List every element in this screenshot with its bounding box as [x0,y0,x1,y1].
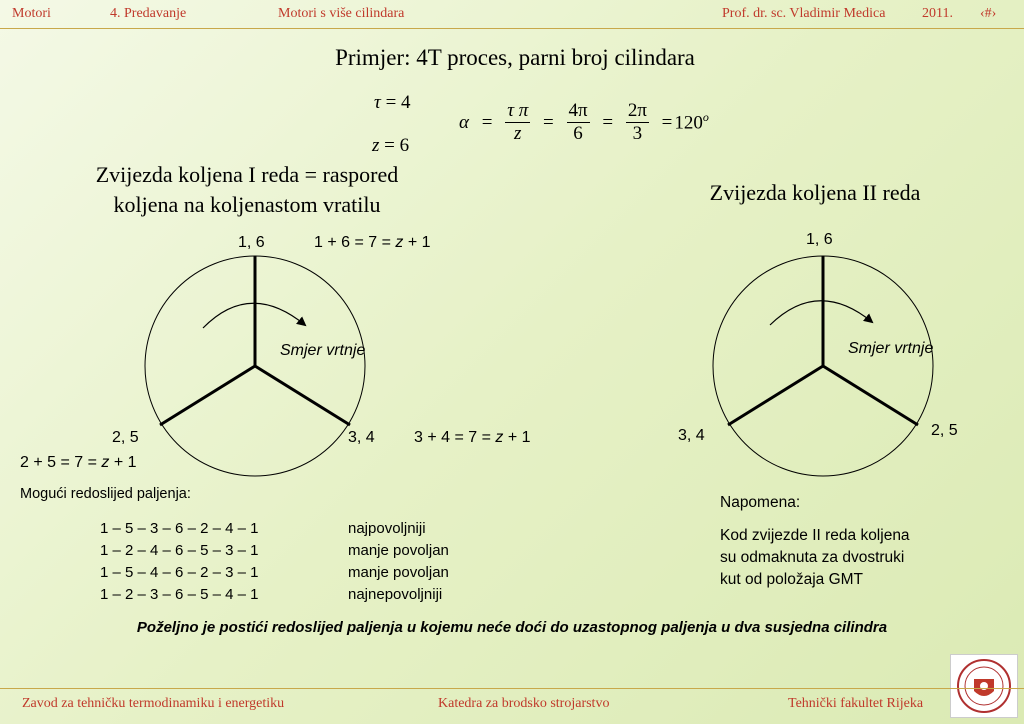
left-right-equation: 3 + 4 = 7 = z + 1 [414,429,531,446]
slide-title: Primjer: 4T proces, parni broj cilindara [335,45,695,70]
right-crank-arm-2-5 [823,366,918,425]
tau-value: = 4 [385,92,411,113]
footer-department: Katedra za brodsko strojarstvo [438,696,610,711]
footer-rule [0,688,1024,689]
equals-sign: = [661,111,673,133]
fraction-numerator: 2π [627,100,647,121]
z-value: = 6 [384,135,410,156]
header-topic: Motori s više cilindara [278,6,405,21]
left-label-3-4: 3, 4 [348,429,375,446]
fraction-numerator: τ π [507,100,529,121]
alpha-symbol: α [459,111,469,133]
equals-sign: = [602,111,614,133]
footer-institute: Zavod za tehničku termodinamiku i energetiku [22,696,285,711]
header-lecture: 4. Predavanje [110,6,187,21]
header-page-number: ‹#› [980,6,997,21]
firing-order-row: 1 – 5 – 3 – 6 – 2 – 4 – 1 najpovoljniji [100,519,426,537]
right-rotation-arrow [770,301,872,325]
conclusion-text: Poželjno je postići redoslijed paljenja u kojemu neće doći do uzastopnog paljenja u dva susjedna cilindra [136,619,888,636]
right-label-3-4: 3, 4 [678,427,705,444]
firing-order-row: 1 – 5 – 4 – 6 – 2 – 3 – 1 manje povoljan [100,563,449,581]
fraction-numerator: 4π [568,100,588,121]
firing-order-table [100,517,449,605]
right-rotation-label: Smjer vrtnje [848,340,934,357]
left-crank-arm-3-4 [255,366,350,425]
firing-order-row: 1 – 2 – 3 – 6 – 5 – 4 – 1 najnepovoljniji [100,585,443,603]
remark-heading: Napomena: [720,494,801,511]
right-crank-arm-3-4 [728,366,823,425]
fraction-denominator: 3 [632,123,643,144]
fraction-denominator: 6 [573,123,583,144]
left-rotation-label: Smjer vrtnje [280,342,366,359]
header-author: Prof. dr. sc. Vladimir Medica [722,6,886,21]
left-left-equation: 2 + 5 = 7 = z + 1 [20,454,137,471]
right-label-1-6: 1, 6 [806,231,833,248]
left-heading: Zvijezda koljena I reda = raspored koljena na koljenastom vratilu [95,162,399,217]
remark-text: Kod zvijezde II reda koljena su odmaknuta za dvostruki kut od položaja GMT [720,527,910,588]
firing-order-row: 1 – 2 – 4 – 6 – 5 – 3 – 1 manje povoljan [100,541,449,559]
result-value: 120$^o$ [674,110,709,134]
right-heading: Zvijezda koljena II reda [709,180,921,205]
left-label-1-6: 1, 6 [238,234,265,251]
left-label-2-5: 2, 5 [112,429,139,446]
fraction-denominator: z [514,123,522,144]
header-section: Motori [12,6,51,21]
z-symbol: z [372,135,380,156]
tau-symbol: τ [374,92,381,113]
left-top-equation: 1 + 6 = 7 = z + 1 [314,234,431,251]
footer-faculty: Tehnički fakultet Rijeka [788,696,924,711]
equals-sign: = [543,111,554,133]
left-crank-arm-2-5 [160,366,255,425]
firing-order-heading: Mogući redoslijed paljenja: [20,486,191,502]
equals-sign: = [481,111,493,133]
right-label-2-5: 2, 5 [931,422,958,439]
header-year: 2011. [922,6,953,21]
faculty-seal-icon [950,654,1018,718]
